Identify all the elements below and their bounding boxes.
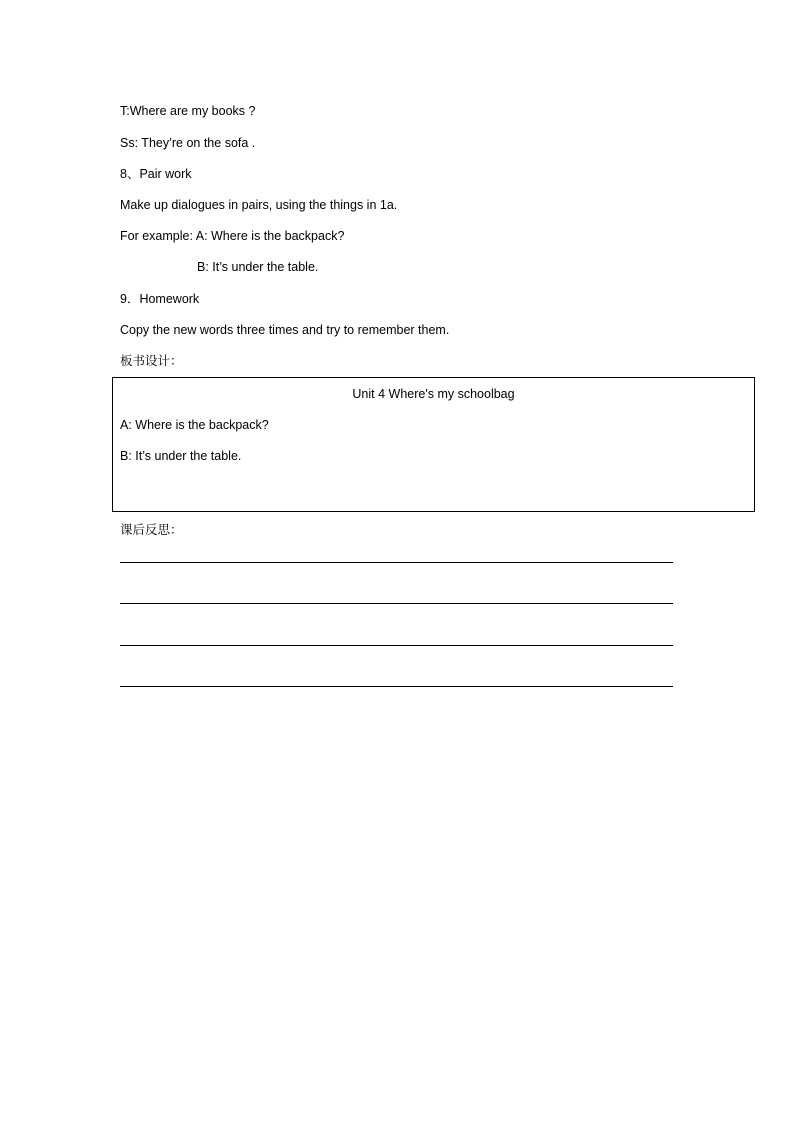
reflection-writing-line — [120, 562, 673, 563]
step9-instruction: Copy the new words three times and try to remember them. — [120, 323, 450, 337]
reflection-writing-line — [120, 603, 673, 604]
board-design-title: Unit 4 Where's my schoolbag — [352, 387, 515, 401]
example-b: B: It’s under the table. — [197, 260, 319, 274]
step8-instruction: Make up dialogues in pairs, using the things in 1a. — [120, 198, 398, 212]
step8-title: 8、Pair work — [120, 167, 192, 181]
board-design-line-a: A: Where is the backpack? — [120, 418, 269, 432]
step9-title: 9．Homework — [120, 292, 200, 306]
reflection-heading: 课后反思： — [120, 523, 183, 537]
reflection-writing-line — [120, 686, 673, 687]
teacher-question: T:Where are my books ? — [120, 104, 256, 118]
reflection-writing-line — [120, 645, 673, 646]
board-design-heading: 板书设计： — [120, 354, 183, 368]
board-design-box — [112, 377, 755, 512]
example-a: For example: A: Where is the backpack? — [120, 229, 345, 243]
students-answer: Ss: They’re on the sofa . — [120, 136, 256, 150]
board-design-line-b: B: It’s under the table. — [120, 449, 242, 463]
